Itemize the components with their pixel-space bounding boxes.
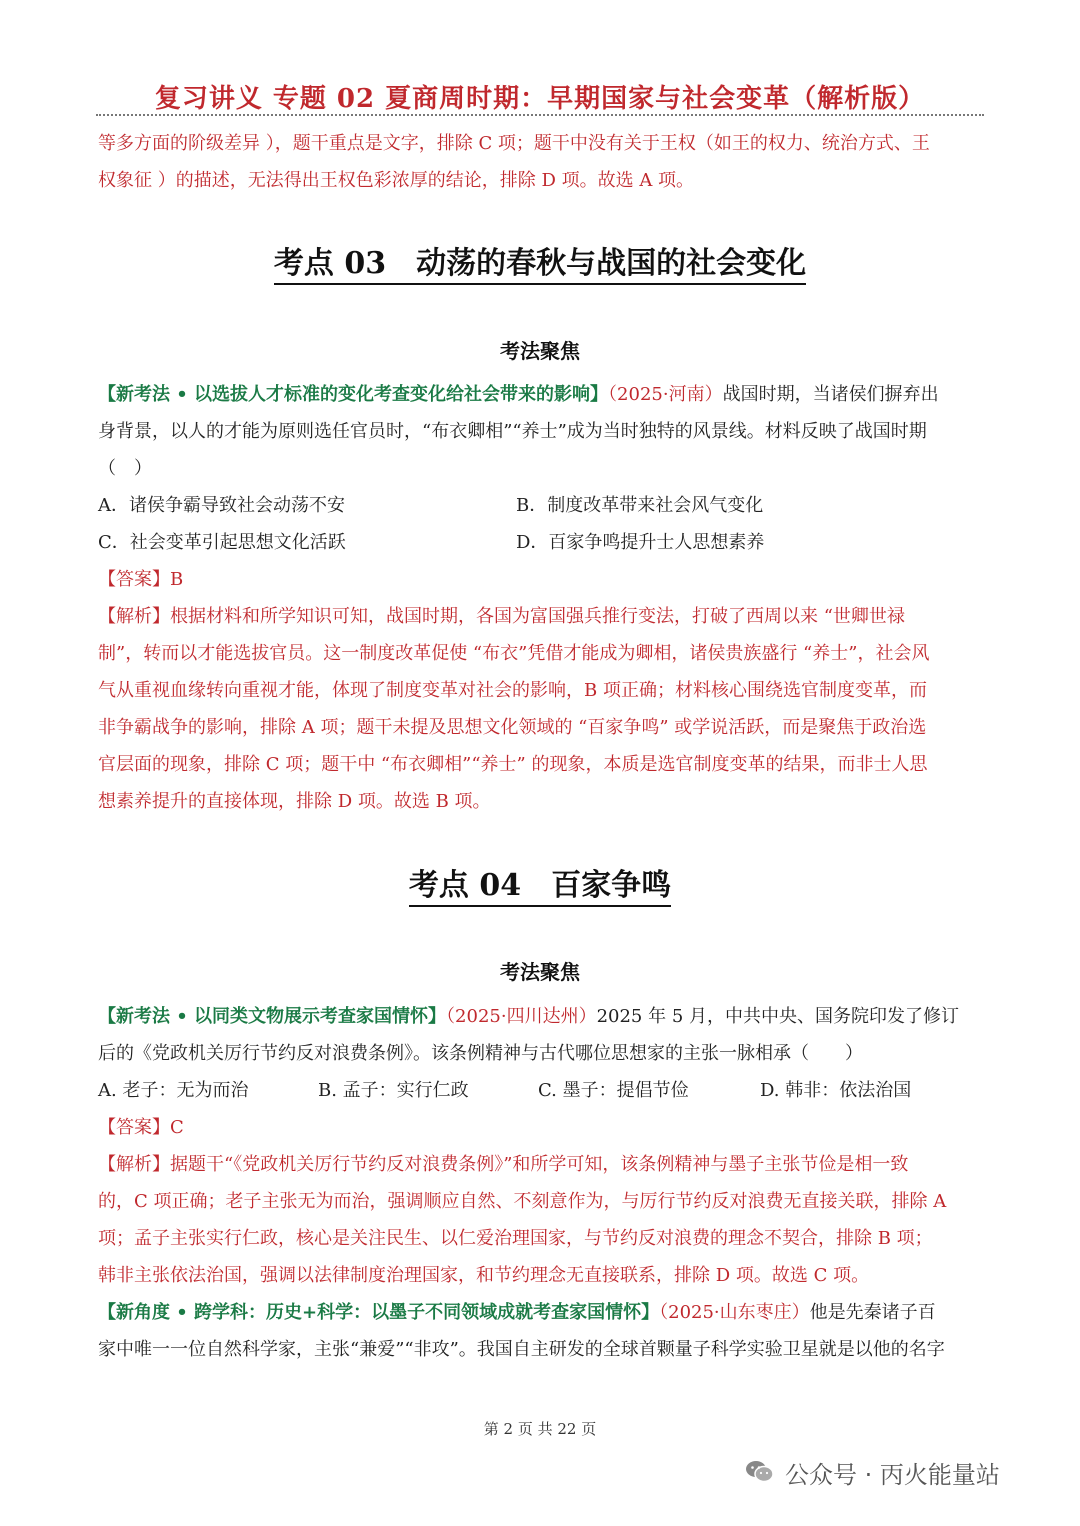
section-3-subtitle: 考法聚焦 [500, 339, 580, 363]
watermark [745, 1455, 1000, 1489]
header-divider [96, 114, 984, 116]
section-3-question-line-3: （ ） [98, 458, 152, 479]
wechat-icon [745, 1459, 775, 1485]
section-4-analysis-line: 韩非主张依法治国，强调以法律制度治理国家，和节约理念无直接联系，排除 D 项。故选 C 项。 [98, 1265, 870, 1286]
section-4-title: 考点 04 百家争鸣 [0, 860, 1080, 904]
section-3-question-line-1: 【新考法 • 以选拔人才标准的变化考查变化给社会带来的影响】（2025·河南）战国时期，当诸侯们摒弃出 [98, 384, 939, 405]
section-4-tag-2: 【新角度 • 跨学科：历史+科学：以墨子不同领域成就考查家国情怀】 [98, 1302, 660, 1323]
intro-line-1: 等多方面的阶级差异 ），题干重点是文字，排除 C 项；题干中没有关于王权（如王的权力、统治方式、王 [98, 133, 930, 154]
section-3-analysis-line: 【解析】根据材料和所学知识可知，战国时期，各国为富国强兵推行变法，打破了西周以来 “世卿世禄 [98, 606, 905, 627]
section-4-question-2-line-1: 【新角度 • 跨学科：历史+科学：以墨子不同领域成就考查家国情怀】（2025·山东枣庄）他是先秦诸子百 [98, 1302, 936, 1323]
section-3-analysis-line: 制”，转而以才能选拔官员。这一制度改革促使 “布衣”凭借才能成为卿相，诸侯贵族盛行 “养士”，社会风 [98, 643, 930, 664]
section-4-tag: 【新考法 • 以同类文物展示考查家国情怀】 [98, 1006, 447, 1027]
page-number: 第 2 页 共 22 页 [483, 1420, 597, 1438]
section-4-option-a: A. 老子：无为而治 [98, 1080, 249, 1101]
section-4-option-d: D. 韩非：依法治国 [760, 1080, 912, 1101]
section-4-option-b: B. 孟子：实行仁政 [318, 1080, 469, 1101]
section-3-analysis-line: 官层面的现象，排除 C 项；题干中 “布衣卿相”“养士” 的现象，本质是选官制度变革的结果，而非士人思 [98, 754, 928, 775]
section-4-option-c: C. 墨子：提倡节俭 [538, 1080, 689, 1101]
section-3-analysis-line: 想素养提升的直接体现，排除 D 项。故选 B 项。 [98, 791, 491, 812]
section-4-source: （2025·四川达州） [446, 1006, 597, 1027]
section-3-title: 考点 03 动荡的春秋与战国的社会变化 [0, 238, 1080, 282]
section-3-option-b: B．制度改革带来社会风气变化 [516, 495, 764, 516]
section-4-question-line-2: 后的《党政机关厉行节约反对浪费条例》。该条例精神与古代哪位思想家的主张一脉相承（ ） [98, 1043, 863, 1064]
section-4-analysis-line: 【解析】据题干“《党政机关厉行节约反对浪费条例》”和所学可知，该条例精神与墨子主张节俭是相一致 [98, 1154, 909, 1175]
section-4-analysis-line: 的，C 项正确；老子主张无为而治，强调顺应自然、不刻意作为，与厉行节约反对浪费无直接关联，排除 A [98, 1191, 947, 1212]
section-3-option-a: A．诸侯争霸导致社会动荡不安 [98, 495, 345, 516]
section-3-option-c: C．社会变革引起思想文化活跃 [98, 532, 346, 553]
section-4-answer: 【答案】C [98, 1117, 184, 1138]
section-3-analysis-line: 非争霸战争的影响，排除 A 项；题干未提及思想文化领域的 “百家争鸣” 或学说活跃，而是聚焦于政治选 [98, 717, 927, 738]
section-3-tag: 【新考法 • 以选拔人才标准的变化考查变化给社会带来的影响】 [98, 384, 609, 405]
section-4-question-line-1: 【新考法 • 以同类文物展示考查家国情怀】（2025·四川达州）2025 年 5 月，中共中央、国务院印发了修订 [98, 1006, 960, 1027]
section-3-analysis-line: 气从重视血缘转向重视才能，体现了制度变革对社会的影响，B 项正确；材料核心围绕选官制度变革，而 [98, 680, 927, 701]
section-3-source: （2025·河南） [608, 384, 723, 405]
section-4-question-2-line-2: 家中唯一一位自然科学家，主张“兼爱”“非攻”。我国自主研发的全球首颗量子科学实验卫星就是以他的名字 [98, 1339, 945, 1360]
page-header-title: 复习讲义 专题 02 夏商周时期：早期国家与社会变革（解析版） [154, 84, 926, 114]
section-3-option-d: D．百家争鸣提升士人思想素养 [516, 532, 765, 553]
watermark-text: 公众号 · 丙火能量站 [785, 1460, 1000, 1489]
section-4-subtitle: 考法聚焦 [500, 960, 580, 984]
intro-line-2: 权象征 ）的描述，无法得出王权色彩浓厚的结论，排除 D 项。故选 A 项。 [98, 170, 695, 191]
section-4-source-2: （2025·山东枣庄） [659, 1302, 810, 1323]
section-3-answer: 【答案】B [98, 569, 184, 590]
section-4-analysis-line: 项；孟子主张实行仁政，核心是关注民生、以仁爱治理国家，与节约反对浪费的理念不契合，排除 B 项； [98, 1228, 933, 1249]
section-3-question-line-2: 身背景，以人的才能为原则选任官员时，“布衣卿相”“养士”成为当时独特的风景线。材料反映了战国时期 [98, 421, 927, 442]
